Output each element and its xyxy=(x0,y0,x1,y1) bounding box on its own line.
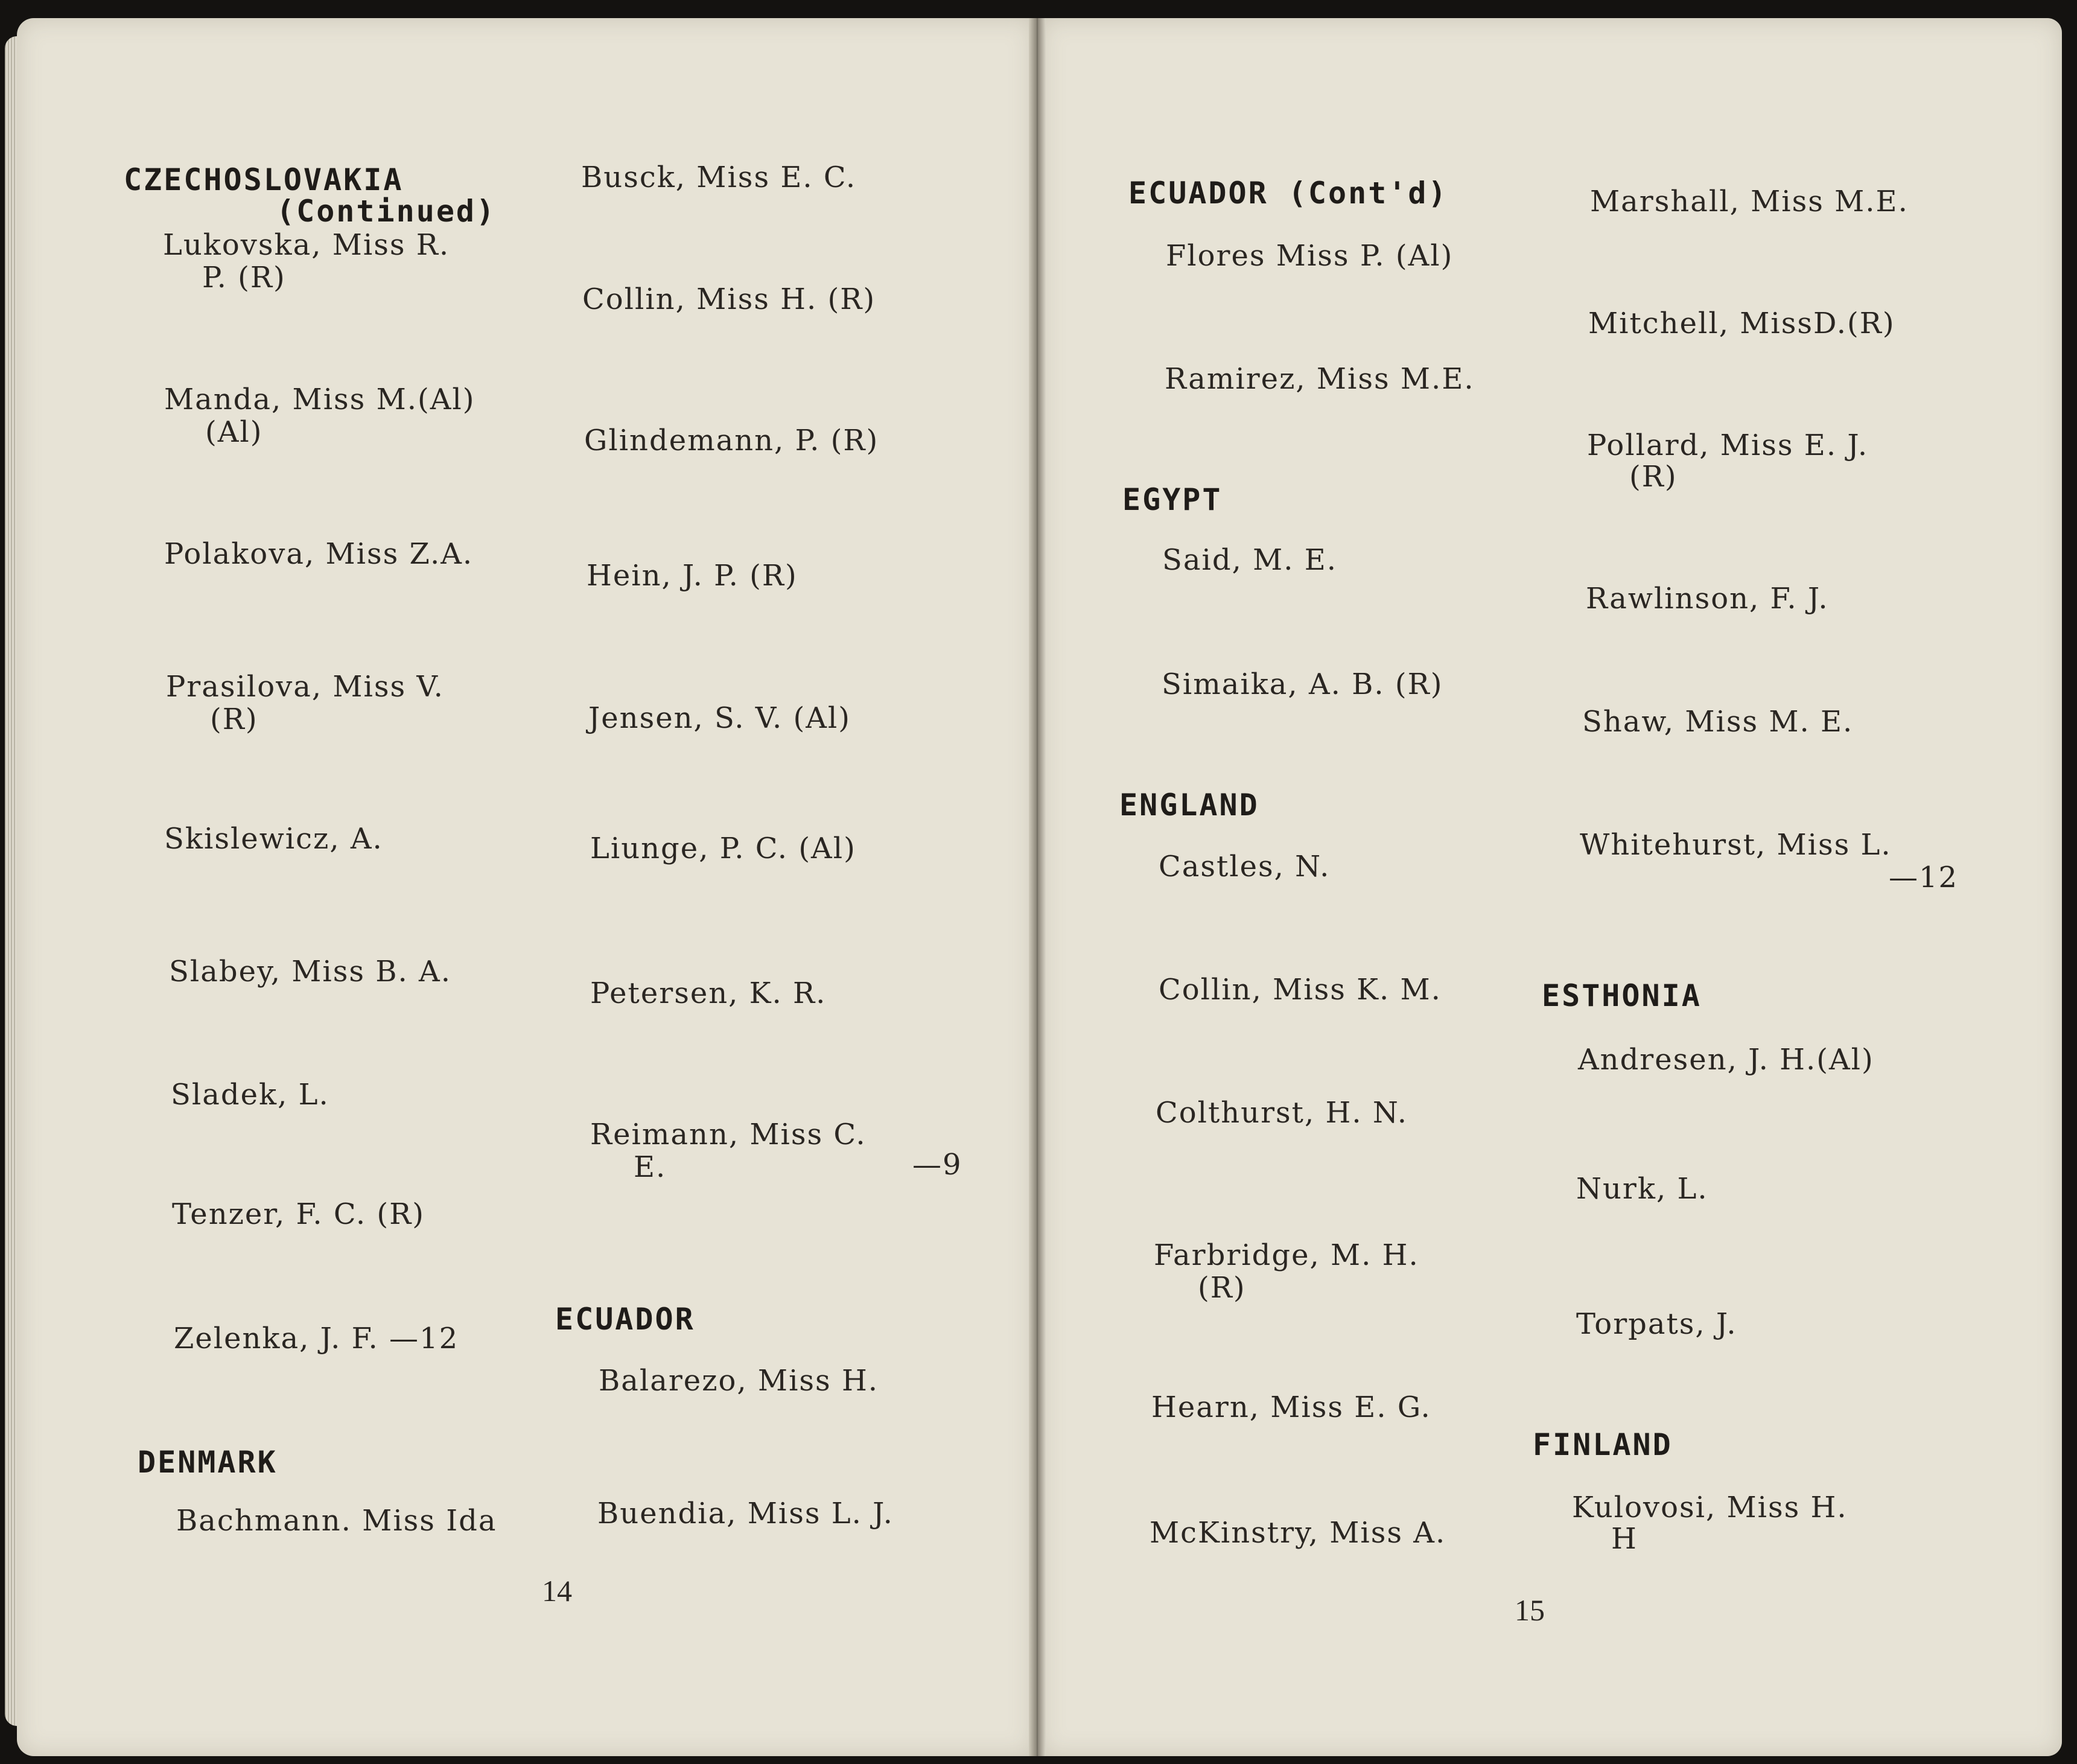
list-entry: Whitehurst, Miss L. xyxy=(1580,828,1892,862)
country-heading: FINLAND xyxy=(1533,1427,1673,1462)
country-heading: ECUADOR (Cont'd) xyxy=(1128,176,1448,211)
list-entry: McKinstry, Miss A. xyxy=(1150,1516,1446,1550)
list-entry: Liunge, P. C. (Al) xyxy=(590,832,856,865)
country-heading: CZECHOSLOVAKIA xyxy=(124,162,404,197)
list-entry: Kulovosi, Miss H. xyxy=(1572,1491,1848,1524)
list-entry: Zelenka, J. F. —12 xyxy=(174,1322,459,1355)
list-entry: Manda, Miss M.(Al) xyxy=(164,383,476,416)
list-entry: Busck, Miss E. C. xyxy=(581,161,857,194)
list-entry-continuation: (R) xyxy=(1198,1271,1246,1305)
list-entry: Ramirez, Miss M.E. xyxy=(1165,362,1475,396)
list-entry-continuation: (Al) xyxy=(205,415,263,449)
list-entry: Said, M. E. xyxy=(1162,543,1338,577)
list-entry: Balarezo, Miss H. xyxy=(599,1364,879,1398)
page-number: 15 xyxy=(1515,1593,1545,1627)
country-count: —9 xyxy=(912,1148,962,1182)
list-entry-continuation: E. xyxy=(634,1150,667,1184)
country-heading: EGYPT xyxy=(1122,482,1223,517)
country-heading: DENMARK xyxy=(138,1445,278,1480)
list-entry: Jensen, S. V. (Al) xyxy=(588,701,851,735)
list-entry: Colthurst, H. N. xyxy=(1156,1096,1408,1130)
page-edge-stack xyxy=(5,36,18,1726)
book-gutter xyxy=(1029,18,1046,1756)
list-entry: Castles, N. xyxy=(1159,850,1331,884)
list-entry: Farbridge, M. H. xyxy=(1154,1238,1419,1272)
list-entry: Collin, Miss K. M. xyxy=(1159,973,1442,1007)
list-entry: Shaw, Miss M. E. xyxy=(1582,705,1854,739)
list-entry: Mitchell, MissD.(R) xyxy=(1588,307,1895,340)
list-entry-continuation: (R) xyxy=(1629,460,1678,494)
list-entry: Rawlinson, F. J. xyxy=(1586,582,1829,616)
list-entry: Collin, Miss H. (R) xyxy=(582,282,876,316)
list-entry: Simaika, A. B. (R) xyxy=(1162,667,1443,701)
country-count: —12 xyxy=(1889,861,1959,894)
list-entry: Flores Miss P. (Al) xyxy=(1166,239,1454,273)
list-entry-continuation: H xyxy=(1611,1522,1638,1556)
list-entry: Tenzer, F. C. (R) xyxy=(172,1197,425,1231)
country-heading: ESTHONIA xyxy=(1542,978,1702,1013)
list-entry: Andresen, J. H.(Al) xyxy=(1578,1043,1874,1077)
list-entry: Lukovska, Miss R. xyxy=(163,228,450,262)
list-entry: Prasilova, Miss V. xyxy=(166,670,444,704)
list-entry: Petersen, K. R. xyxy=(590,976,827,1010)
country-heading: ENGLAND xyxy=(1119,788,1259,823)
list-entry-continuation: P. (R) xyxy=(202,261,286,295)
list-entry: Hein, J. P. (R) xyxy=(587,559,798,593)
list-entry: Reimann, Miss C. xyxy=(590,1118,867,1151)
list-entry: Polakova, Miss Z.A. xyxy=(164,537,474,571)
list-entry: Pollard, Miss E. J. xyxy=(1587,428,1869,462)
list-entry: Glindemann, P. (R) xyxy=(584,424,879,457)
list-entry: Slabey, Miss B. A. xyxy=(169,955,451,989)
left-page xyxy=(17,18,1034,1756)
list-entry: Marshall, Miss M.E. xyxy=(1590,185,1909,218)
list-entry: Buendia, Miss L. J. xyxy=(597,1497,894,1530)
continued-subheading: (Continued) xyxy=(276,194,497,229)
country-heading: ECUADOR xyxy=(555,1302,695,1337)
list-entry: Nurk, L. xyxy=(1576,1172,1708,1206)
page-number: 14 xyxy=(542,1574,572,1608)
list-entry: Sladek, L. xyxy=(171,1078,329,1112)
list-entry: Skislewicz, A. xyxy=(164,822,383,856)
list-entry: Bachmann. Miss Ida xyxy=(176,1504,497,1538)
list-entry: Hearn, Miss E. G. xyxy=(1151,1390,1431,1424)
list-entry-continuation: (R) xyxy=(210,702,258,736)
list-entry: Torpats, J. xyxy=(1576,1307,1737,1341)
